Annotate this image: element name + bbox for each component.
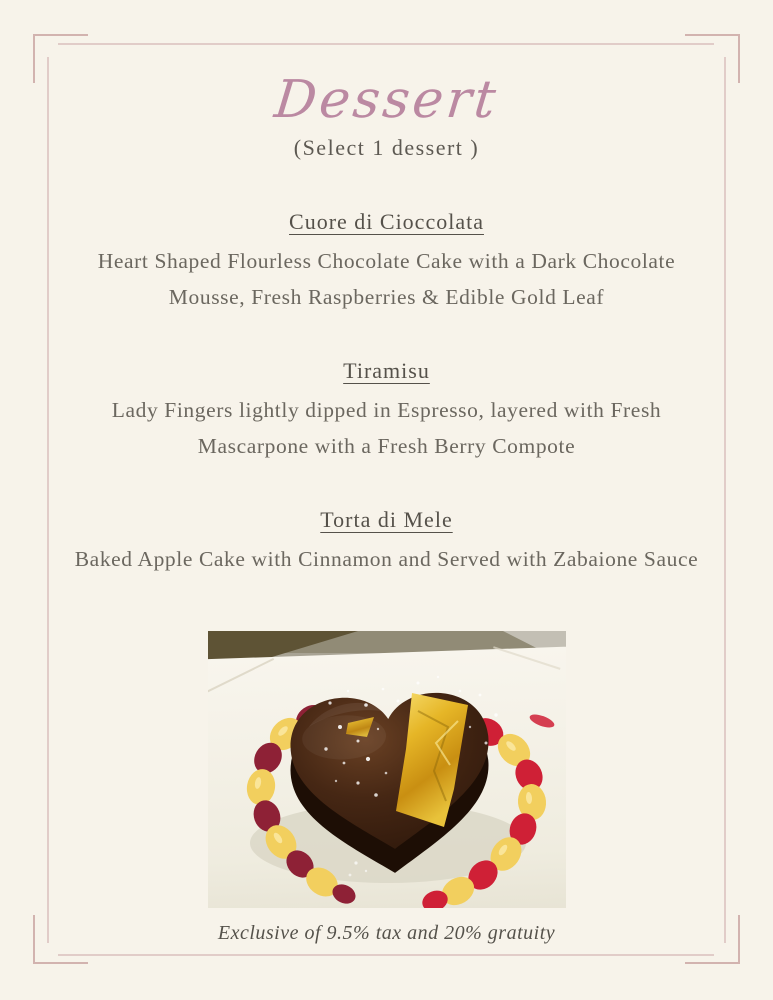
menu-item-name: Cuore di Cioccolata — [289, 209, 484, 235]
menu-list — [60, 209, 713, 577]
menu-item — [60, 507, 713, 577]
menu-content — [60, 0, 713, 620]
footer-note: Exclusive of 9.5% tax and 20% gratuity — [217, 922, 556, 944]
page-title: Dessert — [271, 70, 502, 130]
menu-item-description: Heart Shaped Flourless Chocolate Cake with a Dark Chocolate Mousse, Fresh Raspberries & Edible Gold Leaf — [97, 249, 676, 310]
menu-item-name: Tiramisu — [343, 358, 430, 384]
border-line-bottom — [58, 954, 714, 956]
dessert-photo — [208, 631, 566, 908]
menu-item-name: Torta di Mele — [320, 507, 453, 533]
border-line-right — [724, 57, 726, 943]
menu-item-description: Baked Apple Cake with Cinnamon and Served with Zabaione Sauce — [74, 547, 699, 572]
border-line-left — [47, 57, 49, 943]
menu-item — [60, 358, 713, 464]
menu-item — [60, 209, 713, 315]
page-subtitle: (Select 1 dessert ) — [293, 135, 480, 161]
menu-item-description: Lady Fingers lightly dipped in Espresso, layered with Fresh Mascarpone with a Fresh Berry Compote — [111, 398, 662, 459]
